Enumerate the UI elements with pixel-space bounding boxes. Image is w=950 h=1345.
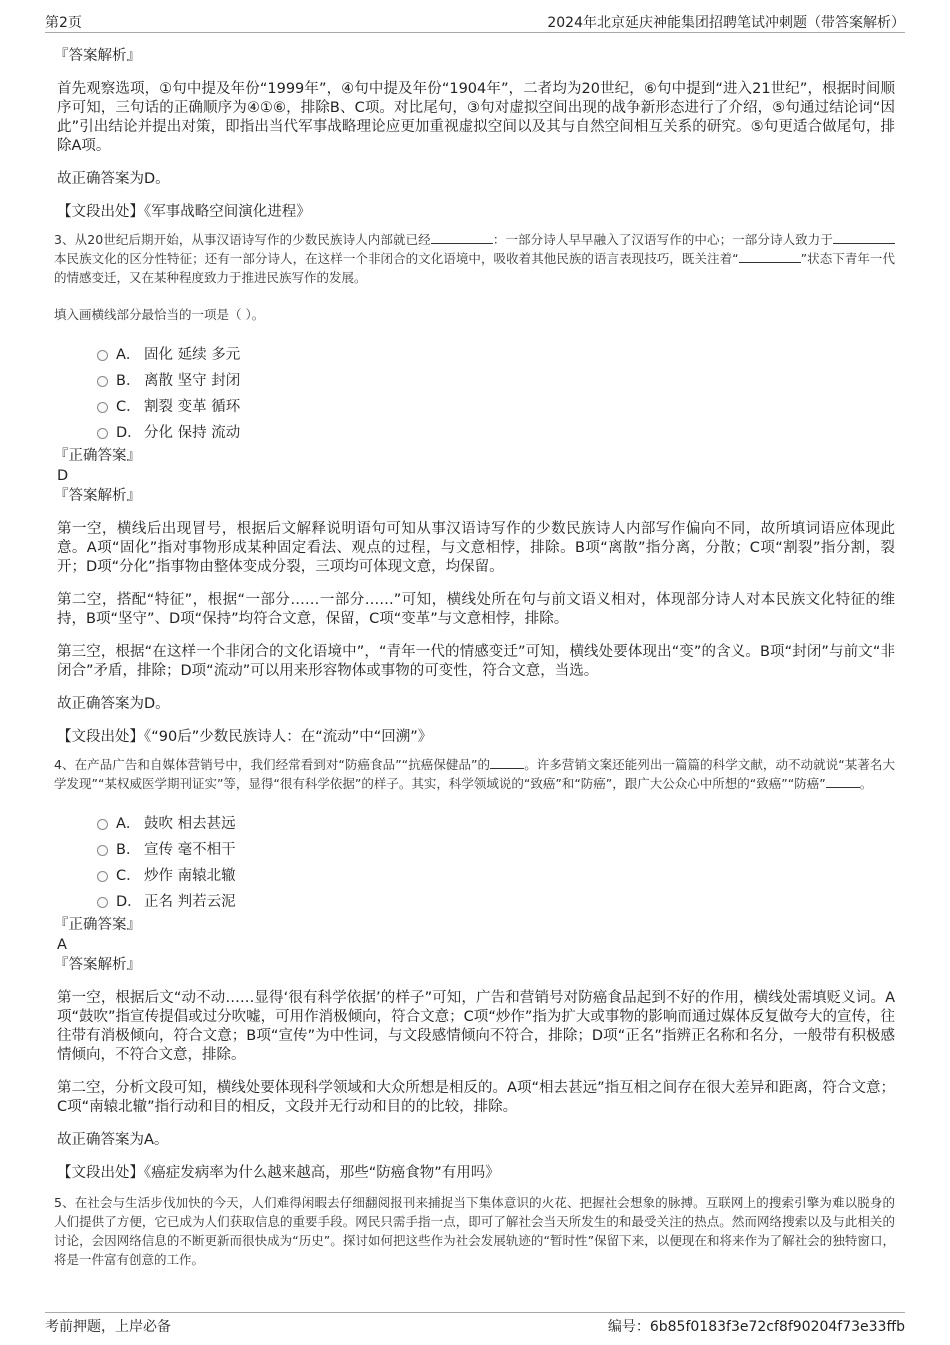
answer-blank [431,231,493,244]
answer-blank [490,756,524,769]
radio-icon[interactable] [97,819,108,830]
option-b[interactable]: B． 离散 坚守 封闭 [97,368,895,394]
conclusion: 故正确答案为D。 [57,171,170,187]
radio-icon[interactable] [97,376,108,387]
source-citation: 【文段出处】《“90后”少数民族诗人：在“流动”中“回溯”》 [57,729,433,745]
option-a[interactable]: A． 固化 延续 多元 [97,342,895,368]
question-4-stem: 4、在产品广告和自媒体营销号中，我们经常看到对“防癌食品”“抗癌保健品”的 。许多营销文案还能列出一篇篇的科学文献，动不动就说“某著名大学发现”“某权威医学期刊证实”等，显得“很有科学依据”的样子。其实，科学领域说的“致癌”和“防癌”，跟广大公众心中所想的“致癌”“防癌” 。 [54,757,895,791]
radio-icon[interactable] [97,350,108,361]
conclusion: 故正确答案为A。 [57,1132,169,1148]
analysis-label: 『答案解析』 [54,48,141,64]
analysis-paragraph: 第二空，分析文段可知，横线处要体现科学领域和大众所想是相反的。A项“相去甚远”指互相之间存在很大差异和距离，符合文意；C项“南辕北辙”指行动和目的相反，文段并无行动和目的的比较，排除。 [57,1080,895,1115]
source-citation: 【文段出处】《癌症发病率为什么越来越高，那些“防癌食物”有用吗》 [57,1165,500,1181]
radio-icon[interactable] [97,845,108,856]
page-header [45,10,905,33]
question-3-stem: 3、从20世纪后期开始，从事汉语诗写作的少数民族诗人内部就已经 ：一部分诗人早早融入了汉语写作的中心；一部分诗人致力于本民族文化的区分性特征；还有一部分诗人，在这样一个非闭合的文化语境中，吸收着其他民族的语言表现技巧，既关注着“ ”状态下青年一代的情感变迁，又在某种程度致力于推进民族写作的发展。 [54,232,895,285]
analysis-paragraph: 第一空，根据后文“动不动……显得‘很有科学依据’的样子”可知，广告和营销号对防癌食品起到不好的作用，横线处需填贬义词。A项“鼓吹”指宣传提倡或过分吹嘘，可用作消极倾向，符合文意；C项“炒作”指为扩大或事物的影响而通过媒体反复做夸大的宣传，往往带有消极倾向，符合文意；B项“宣传”为中性词，与文段感情倾向不符合，排除；D项“正名”指辨正名称和名分，一般带有积极感情倾向，不符合文意，排除。 [57,990,895,1063]
radio-icon[interactable] [97,428,108,439]
correct-answer: D [57,468,69,484]
option-a[interactable]: A． 鼓吹 相去甚远 [97,811,895,837]
correct-answer: A [57,937,67,953]
page-number: 第2页 [45,15,82,31]
analysis-paragraph: 第三空，根据“在这样一个非闭合的文化语境中”，“青年一代的情感变迁”可知，横线处要体现出“变”的含义。B项“封闭”与前文“非闭合”矛盾，排除；D项“流动”可以用来形容物体或事物的可变性，符合文意，当选。 [57,644,895,679]
correct-answer-label: 『正确答案』 [54,917,141,933]
option-c[interactable]: C． 割裂 变革 循环 [97,394,895,420]
document-id: 编号：6b85f0183f3e72cf8f90204f73e33ffb [607,1319,905,1335]
radio-icon[interactable] [97,897,108,908]
footer-slogan: 考前押题，上岸必备 [45,1319,171,1335]
question-3-options [57,342,895,446]
question-3-instruction: 填入画横线部分最恰当的一项是（ ）。 [54,307,265,322]
answer-blank [739,250,801,263]
option-d[interactable]: D． 正名 判若云泥 [97,889,895,915]
document-body [54,46,895,1269]
answer-blank [826,775,860,788]
analysis-label: 『答案解析』 [54,957,141,973]
analysis-label: 『答案解析』 [54,488,141,504]
analysis-paragraph: 第一空，横线后出现冒号，根据后文解释说明语句可知从事汉语诗写作的少数民族诗人内部写作偏向不同，故所填词语应体现此意。A项“固化”指对事物形成某种固定看法、观点的过程，与文意相悖，排除。B项“离散”指分离，分散；C项“割裂”指分割，裂开；D项“分化”指事物由整体变成分裂，三项均可体现文意，均保留。 [57,521,895,575]
question-5-stem: 5、在社会与生活步伐加快的今天，人们难得闲暇去仔细翻阅报刊来捕捉当下集体意识的火花、把握社会想象的脉搏。互联网上的搜索引擎为难以脱身的人们提供了方便，它已成为人们获取信息的重要手段。网民只需手指一点，即可了解社会当天所发生的和最受关注的热点。然而网络搜索以及与此相关的讨论，会因网络信息的不断更新而很快成为“历史”。探讨如何把这些作为社会发展轨迹的“暂时性”保留下来，以便现在和将来作为了解社会的独特窗口，将是一件富有创意的工作。 [54,1195,895,1267]
answer-blank [833,231,895,244]
conclusion: 故正确答案为D。 [57,696,170,712]
analysis-paragraph: 首先观察选项，①句中提及年份“1999年”，④句中提及年份“1904年”，二者均为20世纪，⑥句中提到“进入21世纪”，根据时间顺序可知，三句话的正确顺序为④①⑥，排除B、C项。对比尾句，③句对虚拟空间出现的战争新形态进行了介绍，⑤句通过结论词“因此”引出结论并提出对策，即指出当代军事战略理论应更加重视虚拟空间以及其与自然空间相互关系的研究。⑤句更适合做尾句，排除A项。 [57,81,895,154]
radio-icon[interactable] [97,871,108,882]
radio-icon[interactable] [97,402,108,413]
correct-answer-label: 『正确答案』 [54,448,141,464]
option-d[interactable]: D． 分化 保持 流动 [97,420,895,446]
analysis-paragraph: 第二空，搭配“特征”，根据“一部分……一部分……”可知，横线处所在句与前文语义相对，体现部分诗人对本民族文化特征的维持，B项“坚守”、D项“保持”均符合文意，保留，C项“变革”与文意相悖，排除。 [57,592,895,627]
option-c[interactable]: C． 炒作 南辕北辙 [97,863,895,889]
question-4-options [57,811,895,915]
source-citation: 【文段出处】《军事战略空间演化进程》 [57,204,311,220]
document-title: 2024年北京延庆神能集团招聘笔试冲刺题（带答案解析） [547,15,905,31]
option-b[interactable]: B． 宣传 毫不相干 [97,837,895,863]
page-footer [45,1312,905,1337]
